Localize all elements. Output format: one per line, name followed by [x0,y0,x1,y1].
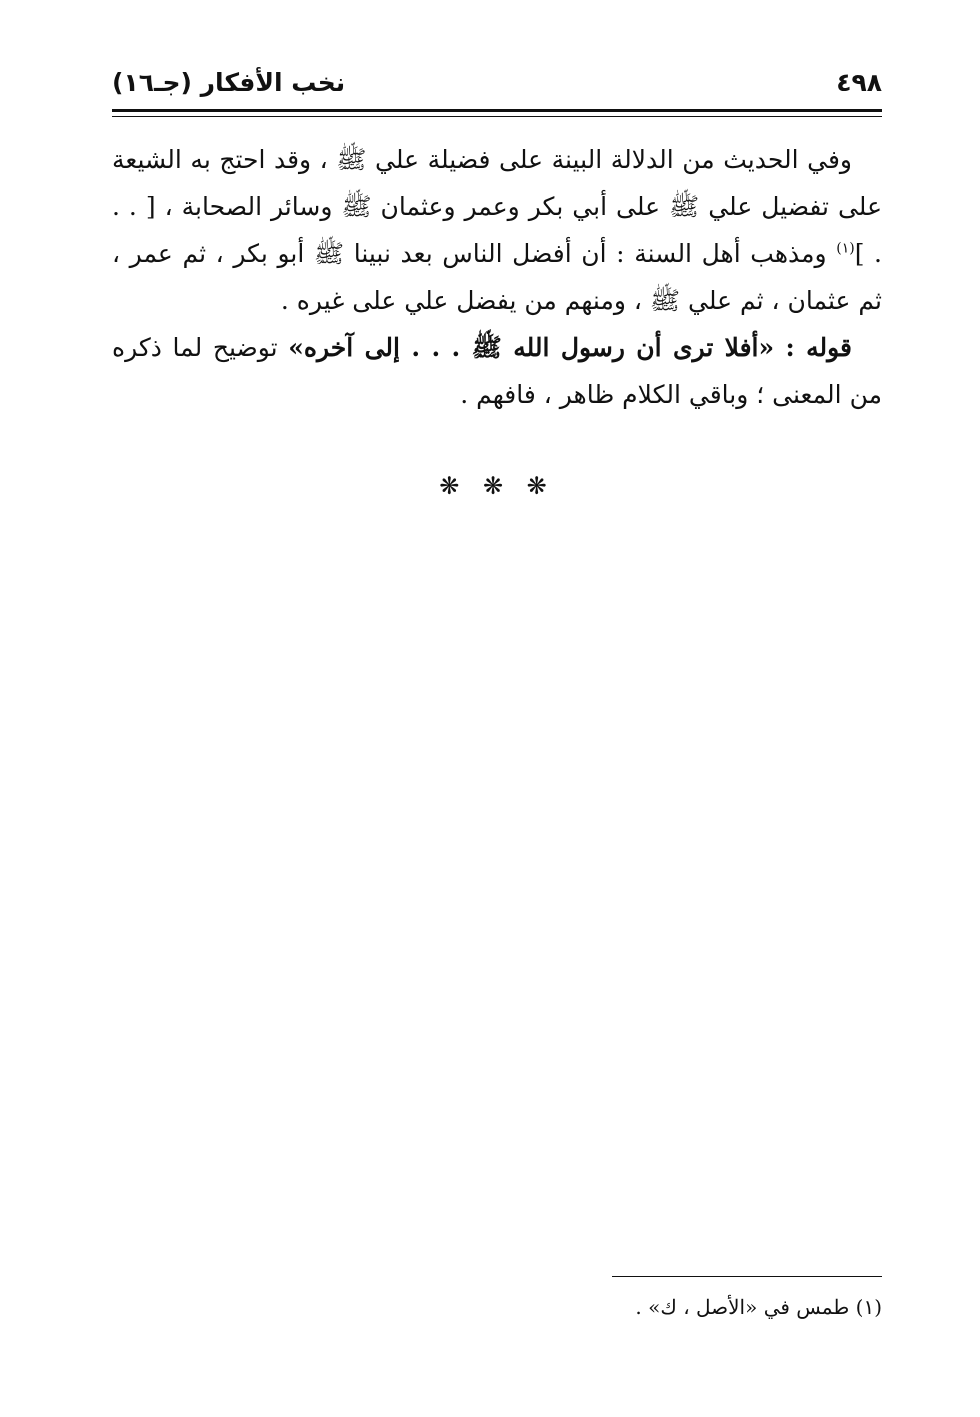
section-separator: ❋ ❋ ❋ [439,472,555,500]
page-header [112,62,882,106]
footnote-rule [612,1276,882,1277]
footnote-ref-1: (١) [836,240,855,257]
paragraph-1-text: وفي الحديث من الدلالة البينة على فضيلة علي ﷺ ، وقد احتج به الشيعة على تفضيل علي ﷺ على أبي بكر وعمر وعثمان ﷺ وسائر الصحابة ، [ . . . ] [112,145,882,268]
page-number: ٤٩٨ [836,68,882,97]
paragraph-2-text: توضيح لما ذكره من المعنى ؛ وباقي الكلام ظاهر ، فافهم . [112,333,882,409]
paragraph-2 [112,324,882,418]
paragraph-1 [112,136,882,324]
footnote-1: (١) طمس في «الأصل ، ك» . [635,1295,882,1319]
body-text [112,136,882,418]
paragraph-1-continued: ومذهب أهل السنة : أن أفضل الناس بعد نبينا ﷺ أبو بكر ، ثم عمر ، ثم عثمان ، ثم علي ﷺ ، ومنهم من يفضل علي على غيره . [112,239,882,315]
quote-lemma: قوله : «أفلا ترى أن رسول الله ﷺ . . . إلى آخره» [288,333,852,362]
header-rule-thin [112,116,882,117]
running-title: نخب الأفكار (جـ١٦) [112,68,346,97]
header-rule-thick [112,109,882,112]
